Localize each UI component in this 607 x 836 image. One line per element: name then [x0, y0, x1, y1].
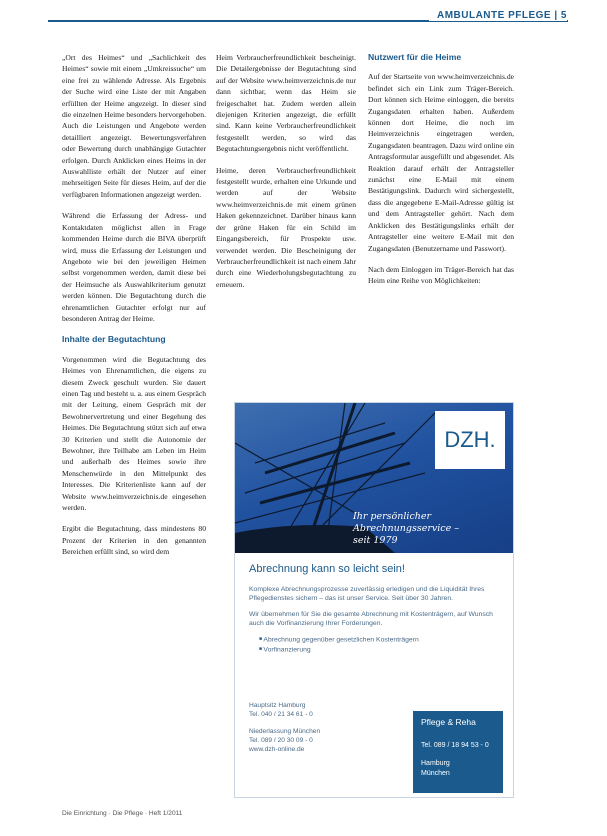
paragraph: Heime, deren Verbraucherfreundlichkeit festgestellt wurde, erhalten eine Urkunde und werden auf der Website www.heimverzeichnis.de mit einem grünen Haken gekennzeichnet. Darüber hinaus kann der grüne Haken für ein Schild im Eingangsbereich, für Prospekte usw. verwendet werden. Die Bescheinigung der Verbraucherfreundlichkeit ist nach einem Jahr durch eine Wiederholungsbegutachtung zu erneuern.	[216, 165, 357, 289]
paragraph: „Ort des Heimes“ und „Sachlichkeit des Heimes“ sowie mit einem „Umkreissuche“ um eine frei zu wählende Adresse. Als Ergebnis der Suche wird eine Liste der mit Angaben erfüllten der Heime angezeigt. In dieser sind die einzelnen Heime besonders hervorgehoben. Auch die Leistungen und Angebote werden detailliert angezeigt. Bewertungsverfahren oder Bewertung durch unabhängige Gutachter erfolgen. Durch Anklicken eines Heims in der Auswahlliste erhält der Nutzer auf einer mehrseitigen Seite für dieses Heim, auf der die verfügbaren Informationen angezeigt werden.	[62, 53, 206, 199]
ad-contacts	[249, 701, 389, 762]
text-column-2	[216, 52, 356, 300]
dzh-logo: DZH.	[435, 411, 505, 469]
advertisement	[234, 402, 514, 798]
ad-headline: Abrechnung kann so leicht sein!	[249, 563, 405, 575]
ad-paragraph: Wir übernehmen für Sie die gesamte Abrechnung mit Kostenträgern, auf Wunsch auch die Vorfinanzierung Ihrer Forderungen.	[249, 610, 493, 628]
ad-info-box	[413, 711, 503, 793]
ship-photo	[235, 403, 513, 553]
list-item: ■ Abrechnung gegenüber gesetzlichen Kostenträgern	[259, 635, 501, 645]
text-column-3	[368, 52, 514, 297]
ad-slogan	[353, 511, 503, 547]
paragraph: Ergibt die Begutachtung, dass mindestens 80 Prozent der Kriterien in den genannten Bereichen erfüllt sind, so wird dem	[62, 524, 206, 557]
contact-phone: Tel. 089 / 20 30 09 - 0	[249, 737, 313, 744]
list-item: ■ Vorfinanzierung	[259, 645, 501, 655]
contact-phone: Tel. 040 / 21 34 61 - 0	[249, 711, 313, 718]
ad-body	[249, 565, 501, 663]
page-footer: Die Einrichtung · Die Pflege · Heft 1/2011	[62, 810, 183, 817]
ad-box-line: München	[421, 770, 450, 777]
paragraph: Nach dem Einloggen im Träger-Bereich hat das Heim eine Reihe von Möglichkeiten:	[368, 264, 514, 286]
ad-box-line: Hamburg	[421, 760, 450, 767]
ad-paragraph: Komplexe Abrechnungsprozesse zuverlässig erledigen und die Liquidität Ihres Pflegedienstes sichern – das ist unser Service. Seit über 30 Jahren.	[249, 585, 485, 603]
section-heading: Nutzwert für die Heime	[368, 52, 462, 62]
paragraph: Vorgenommen wird die Begutachtung des Heimes von Ehrenamtlichen, die eigens zu diesem Zweck geschult wurden. Sie dauert einen Tag und besteht u. a. aus einem Gespräch mit der Leitung, einem Gespräch mit der Bewohnervertretung und einer Begehung des Heimes. Die Begutachtung stützt sich auf etwa 30 Kriterien und stellt die Autonomie der Bewohner, ihre Teilhabe am Leben im Heim und außerhalb des Heimes sowie ihre Menschenwürde in den Mittelpunkt des Interesses. Die Kriterienliste kann auf der Website www.heimverzeichnis.de eingesehen werden.	[62, 354, 206, 513]
contact-website: www.dzh-online.de	[249, 746, 305, 753]
slogan-line: Ihr persönlicher Abrechnungsservice –	[353, 511, 460, 534]
paragraph: Auf der Startseite von www.heimverzeichnis.de befindet sich ein Link zum Träger-Bereich. Dort können sich Heime einloggen, die bereits Zugangsdaten erhalten haben. Außerdem können dort Heime, die noch im Heimverzeichnis eingetragen werden, Zugangsdaten beantragen. Dazu wird online ein Antragsformular ausgefüllt und abgesendet. Als Reaktion darauf erhält der Antragsteller zunächst eine E-Mail mit einem Bestätigungslink. Dadurch wird sichergestellt, dass die angegebene E-Mail-Adresse gültig ist und dem Antragsteller gehört. Nach dem Anklicken des Bestätigungslinks erhält der Antragsteller eine weitere E-Mail mit den Zugangsdaten (Benutzername und Passwort).	[368, 72, 514, 253]
contact-title: Niederlassung München	[249, 728, 321, 735]
paragraph: Während die Erfassung der Adress- und Kontaktdaten möglichst allen in Frage kommenden Heime durch die BIVA überprüft wird, muss die Erfassung der Leistungen und Angebote wie bei den jeweiligen Heimen selbst vorgenommen werden, damit diese bei der Heimsuche als Auswahlkriterium genutzt werden können. Die Begutachtung durch die ehrenamtlichen Gutachter erfolgt nur auf besonderen Antrag der Heime.	[62, 211, 206, 323]
ad-box-line: Tel. 089 / 18 94 53 - 0	[421, 742, 489, 749]
ad-bullet-list	[249, 635, 501, 655]
page-header-label: AMBULANTE PFLEGE | 5	[429, 10, 567, 21]
ad-box-title: Pflege & Reha	[421, 717, 476, 727]
paragraph: Heim Verbraucherfreundlichkeit bescheinigt. Die Detailergebnisse der Begutachtung sind auf der Website www.heimverzeichnis.de nur dann sichtbar, wenn das Heim sie freigeschaltet hat. Zudem werden allein diejenigen Kriterien angezeigt, die erfüllt sind. Kann keine Verbraucherfreundlichkeit festgestellt werden, so wird das Begutachtungsergebnis nicht veröffentlicht.	[216, 53, 356, 154]
section-heading: Inhalte der Begutachtung	[62, 334, 166, 345]
slogan-line: seit 1979	[353, 535, 398, 546]
text-column-1	[62, 52, 206, 568]
contact-title: Hauptsitz Hamburg	[249, 702, 306, 709]
